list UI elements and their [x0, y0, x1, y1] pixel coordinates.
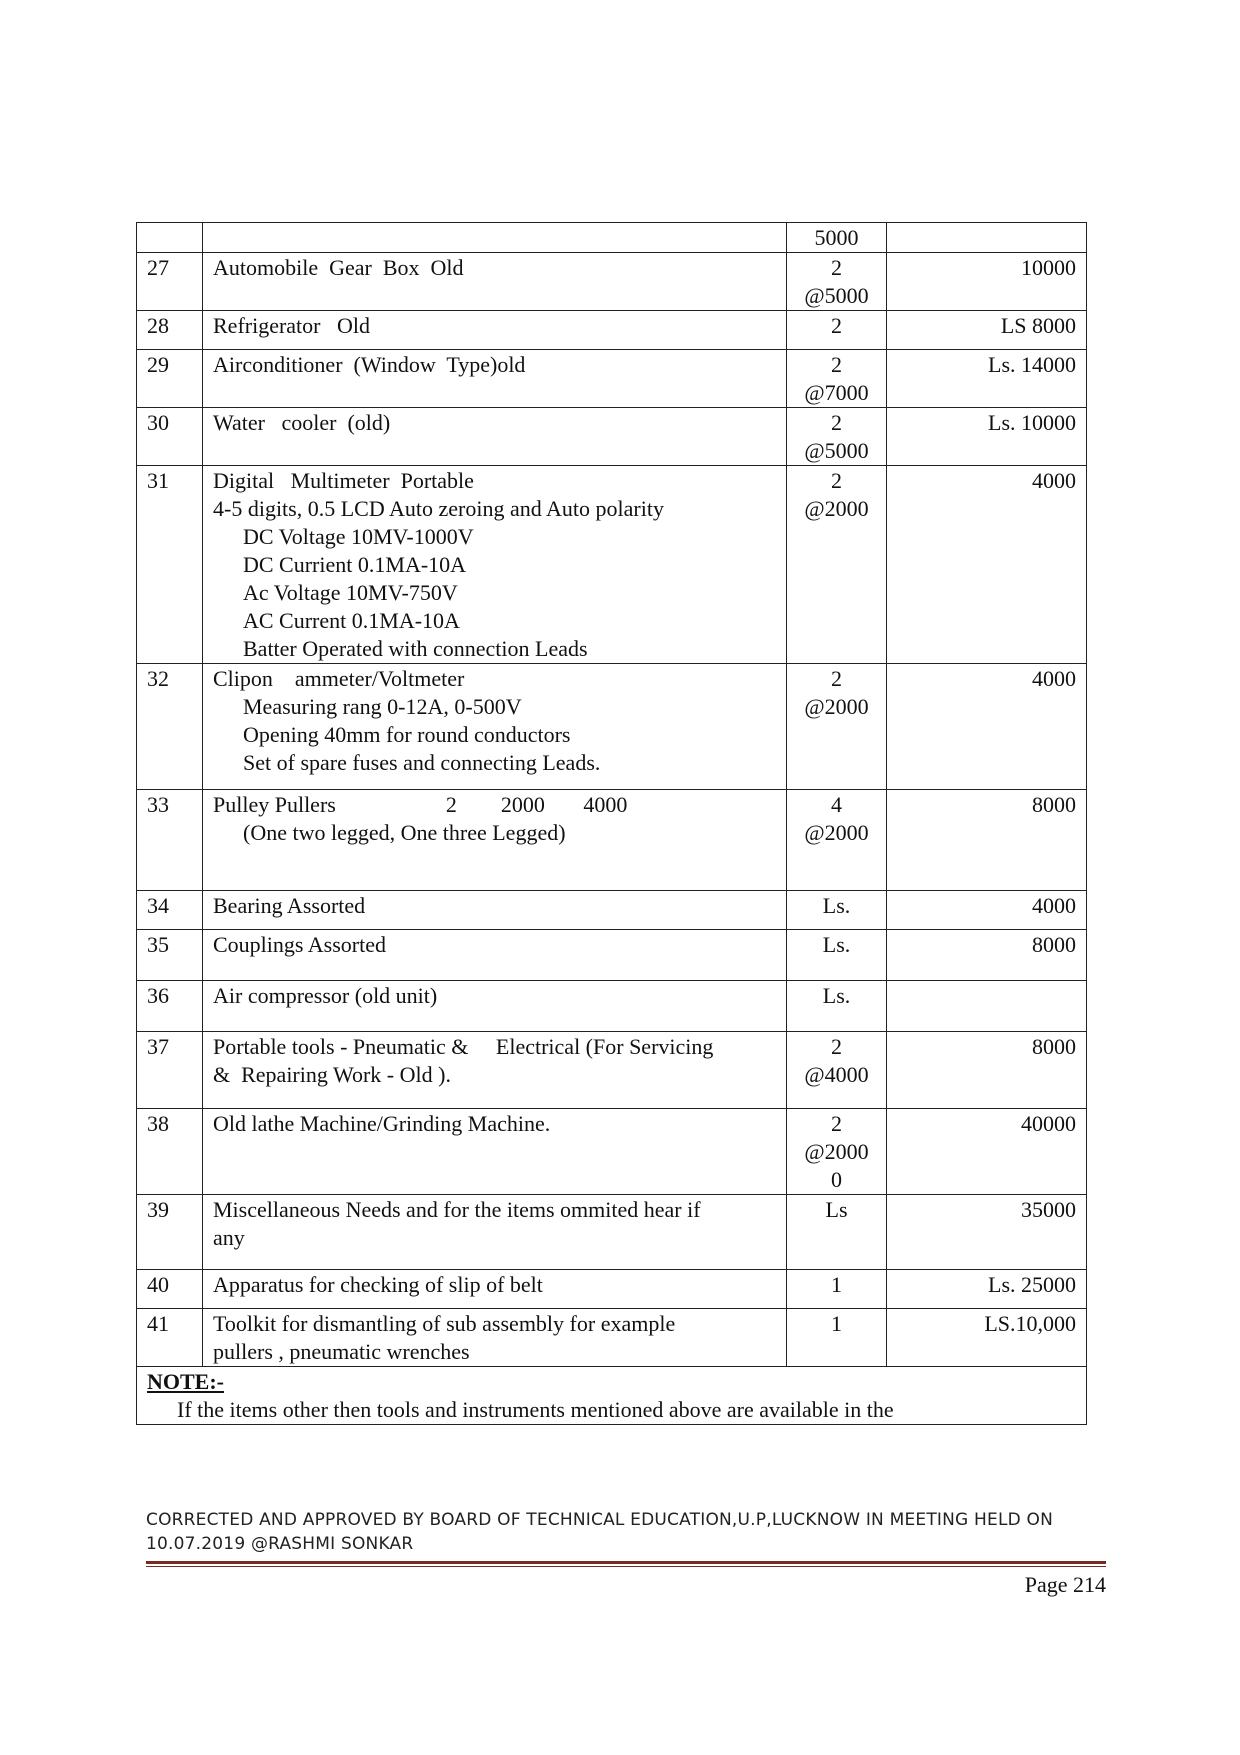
description-line: Water cooler (old): [213, 410, 391, 435]
description-line: (One two legged, One three Legged): [243, 820, 566, 845]
item-number: [137, 223, 203, 253]
item-quantity: [787, 930, 887, 981]
note-cell: [137, 1367, 1087, 1425]
quantity-line: 2: [831, 1034, 842, 1059]
equipment-table: [136, 222, 1087, 1425]
description-line: Automobile Gear Box Old: [213, 255, 464, 280]
item-description: [203, 466, 787, 664]
quantity-line: 2: [831, 352, 842, 377]
quantity-line: Ls.: [822, 893, 851, 918]
item-quantity: [787, 1195, 887, 1270]
description-line: Clipon ammeter/Voltmeter: [213, 666, 465, 691]
quantity-line: 2: [831, 410, 842, 435]
item-quantity: [787, 408, 887, 466]
item-number: 27: [137, 253, 203, 311]
description-line: Batter Operated with connection Leads: [243, 636, 588, 661]
item-description: [203, 1109, 787, 1195]
note-row: [137, 1367, 1087, 1425]
item-cost: 8000: [887, 790, 1087, 891]
item-description: [203, 223, 787, 253]
item-number: 36: [137, 981, 203, 1032]
item-quantity: [787, 1309, 887, 1367]
note-heading: NOTE:-: [147, 1369, 224, 1394]
item-cost: LS 8000: [887, 311, 1087, 350]
item-number: 30: [137, 408, 203, 466]
quantity-line: 1: [831, 1311, 842, 1336]
item-quantity: [787, 253, 887, 311]
item-quantity: [787, 350, 887, 408]
item-quantity: [787, 664, 887, 790]
item-description: [203, 930, 787, 981]
item-cost: 8000: [887, 1032, 1087, 1109]
footer-rule: [146, 1561, 1106, 1564]
page-number: Page 214: [1024, 1572, 1106, 1597]
item-description: [203, 790, 787, 891]
item-cost: [887, 223, 1087, 253]
item-quantity: [787, 1109, 887, 1195]
table-row: [137, 891, 1087, 930]
description-line: Pulley Pullers 2 2000 4000: [213, 792, 628, 817]
description-line: Digital Multimeter Portable: [213, 468, 474, 493]
item-description: [203, 1195, 787, 1270]
table-row: [137, 1309, 1087, 1367]
item-description: [203, 981, 787, 1032]
description-line: Miscellaneous Needs and for the items ommited hear if: [213, 1197, 701, 1222]
footer-line-2: 10.07.2019 @RASHMI SONKAR: [146, 1534, 414, 1554]
item-quantity: [787, 223, 887, 253]
item-quantity: [787, 981, 887, 1032]
description-line: Bearing Assorted: [213, 893, 366, 918]
description-line: Couplings Assorted: [213, 932, 386, 957]
equipment-table-body: [137, 223, 1087, 1425]
description-line: Opening 40mm for round conductors: [243, 722, 571, 747]
item-number: 33: [137, 790, 203, 891]
quantity-line: @5000: [804, 283, 869, 308]
item-number: 40: [137, 1270, 203, 1309]
description-line: pullers , pneumatic wrenches: [213, 1339, 470, 1364]
description-line: Airconditioner (Window Type)old: [213, 352, 526, 377]
item-description: [203, 1032, 787, 1109]
item-cost: [887, 981, 1087, 1032]
quantity-line: Ls.: [822, 983, 851, 1008]
description-line: DC Currient 0.1MA-10A: [243, 552, 467, 577]
item-description: [203, 1270, 787, 1309]
quantity-line: 2: [831, 313, 842, 338]
quantity-line: 1: [831, 1272, 842, 1297]
table-row: [137, 1195, 1087, 1270]
description-line: Toolkit for dismantling of sub assembly for example: [213, 1311, 676, 1336]
quantity-line: @5000: [804, 438, 869, 463]
quantity-line: @2000: [804, 1139, 869, 1164]
table-row: [137, 981, 1087, 1032]
item-cost: 4000: [887, 664, 1087, 790]
footer-line-1: CORRECTED AND APPROVED BY BOARD OF TECHNICAL EDUCATION,U.P,LUCKNOW IN MEETING HELD ON: [146, 1510, 1054, 1530]
quantity-line: @4000: [804, 1062, 869, 1087]
footer-rule-thin: [146, 1566, 1106, 1567]
description-line: Old lathe Machine/Grinding Machine.: [213, 1111, 551, 1136]
item-quantity: [787, 790, 887, 891]
item-cost: 10000: [887, 253, 1087, 311]
item-number: 37: [137, 1032, 203, 1109]
table-row: [137, 350, 1087, 408]
table-row: [137, 311, 1087, 350]
item-quantity: [787, 466, 887, 664]
description-line: Apparatus for checking of slip of belt: [213, 1272, 543, 1297]
description-line: Measuring rang 0-12A, 0-500V: [243, 694, 522, 719]
item-description: [203, 408, 787, 466]
item-number: 38: [137, 1109, 203, 1195]
table-row: [137, 253, 1087, 311]
item-cost: 35000: [887, 1195, 1087, 1270]
item-number: 31: [137, 466, 203, 664]
quantity-line: @2000: [804, 496, 869, 521]
quantity-line: @2000: [804, 820, 869, 845]
item-cost: 40000: [887, 1109, 1087, 1195]
quantity-line: Ls.: [822, 932, 851, 957]
quantity-line: 2: [831, 255, 842, 280]
item-number: 39: [137, 1195, 203, 1270]
item-number: 28: [137, 311, 203, 350]
quantity-line: @2000: [804, 694, 869, 719]
description-line: Portable tools - Pneumatic & Electrical (For Servicing: [213, 1034, 714, 1059]
description-line: DC Voltage 10MV-1000V: [243, 524, 474, 549]
table-row: [137, 1270, 1087, 1309]
quantity-line: 4: [831, 792, 842, 817]
item-cost: 4000: [887, 891, 1087, 930]
description-line: any: [213, 1225, 245, 1250]
item-number: 32: [137, 664, 203, 790]
quantity-line: @7000: [804, 380, 869, 405]
item-number: 35: [137, 930, 203, 981]
table-row: [137, 930, 1087, 981]
item-cost: LS.10,000: [887, 1309, 1087, 1367]
item-cost: 4000: [887, 466, 1087, 664]
table-row: [137, 790, 1087, 891]
table-row: [137, 223, 1087, 253]
table-row: [137, 1109, 1087, 1195]
table-row: [137, 408, 1087, 466]
table-row: [137, 664, 1087, 790]
quantity-line: 2: [831, 666, 842, 691]
item-quantity: [787, 311, 887, 350]
table-row: [137, 466, 1087, 664]
quantity-line: 2: [831, 468, 842, 493]
item-cost: Ls. 14000: [887, 350, 1087, 408]
item-cost: Ls. 10000: [887, 408, 1087, 466]
quantity-line: 0: [831, 1167, 842, 1192]
item-description: [203, 664, 787, 790]
item-number: 41: [137, 1309, 203, 1367]
item-number: 34: [137, 891, 203, 930]
description-line: Set of spare fuses and connecting Leads.: [243, 750, 601, 775]
description-line: & Repairing Work - Old ).: [213, 1062, 451, 1087]
item-description: [203, 253, 787, 311]
quantity-line: 5000: [814, 225, 859, 250]
description-line: Ac Voltage 10MV-750V: [243, 580, 458, 605]
item-cost: 8000: [887, 930, 1087, 981]
description-line: AC Current 0.1MA-10A: [243, 608, 460, 633]
note-text: If the items other then tools and instruments mentioned above are available in the: [177, 1397, 894, 1422]
item-quantity: [787, 1032, 887, 1109]
footer-approval: [146, 1508, 1106, 1556]
item-description: [203, 891, 787, 930]
item-quantity: [787, 891, 887, 930]
table-row: [137, 1032, 1087, 1109]
quantity-line: Ls: [825, 1197, 848, 1222]
item-description: [203, 1309, 787, 1367]
description-line: Refrigerator Old: [213, 313, 370, 338]
description-line: Air compressor (old unit): [213, 983, 438, 1008]
description-line: 4-5 digits, 0.5 LCD Auto zeroing and Auto polarity: [213, 496, 664, 521]
item-number: 29: [137, 350, 203, 408]
item-description: [203, 311, 787, 350]
quantity-line: 2: [831, 1111, 842, 1136]
item-cost: Ls. 25000: [887, 1270, 1087, 1309]
item-quantity: [787, 1270, 887, 1309]
item-description: [203, 350, 787, 408]
